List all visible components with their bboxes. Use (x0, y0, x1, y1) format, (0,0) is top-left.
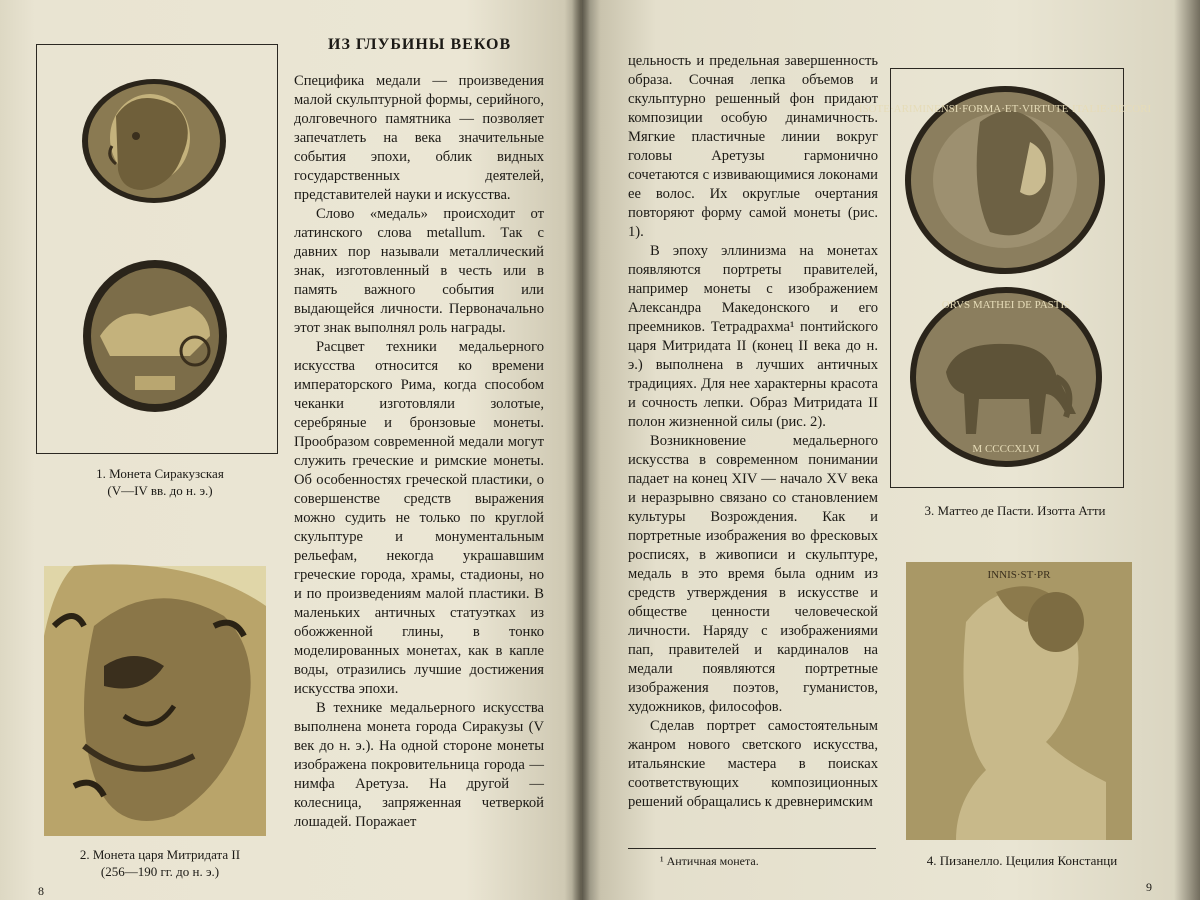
figure-2-caption-line2: (256—190 гг. до н. э.) (100, 864, 220, 879)
medal-isotta-inscription: ISOTE·ARIMINENSI·FORMA·ET·VIRTUTE·ITALIE·DECORI (858, 103, 1152, 115)
coin-mithridates-plate (44, 566, 266, 836)
chapter-title: ИЗ ГЛУБИНЫ ВЕКОВ (328, 36, 512, 53)
left-paragraph-3: Расцвет техники медальерного искусства относится ко времени императорского Рима, когда способом чеканки изготовляли золотые, серебряные и бронзовые монеты. Прообразом современной медали могут служить греческие и римские монеты. Об особенностях греческой пластики, о совершенстве средств выражения можно судить не только по круглой скульптуре и монументальным рельефам, некогда украшавшим греческие города, храмы, стадионы, но и по произведениям малой пластики. В маленьких античных статуэтках из обожженной глины, в тонко моделированных монетах, как в капле воды, отразились лучшие достижения искусства эпохи. (294, 339, 544, 697)
medal-cecilia-plate (906, 562, 1132, 840)
medal-isotta-reverse (906, 282, 1106, 472)
footnote: ¹ Античная монета. (660, 854, 759, 868)
medal-isotta-obverse (858, 82, 1152, 278)
figure-1-caption-line1: 1. Монета Сиракузская (96, 466, 224, 481)
coin-syracuse-obverse (76, 76, 236, 206)
right-text-column (628, 52, 878, 812)
figure-1-caption (60, 465, 260, 499)
coin-syracuse-reverse (80, 256, 230, 416)
page-edge-shadow (1174, 0, 1200, 900)
medal-cecilia-inscription: INNIS·ST·PR (987, 569, 1051, 581)
medal-date-inscription: M CCCCXLVI (972, 443, 1040, 455)
right-page-number: 9 (1146, 880, 1152, 894)
left-paragraph-2: Слово «медаль» происходит от латинского слова metallum. Так с давних пор называли металлический знак, изготовленный в честь или в память важного события или выдающейся личности. Первоначально этот знак выполнял роль награды. (294, 206, 544, 336)
right-paragraph-3: Возникновение медальерного искусства в современном понимании падает на конец XIV — начало XV века и неразрывно связано со становлением культуры Возрождения. Как и портретные изображения во фресковых росписях, в живописи и скульптуре, медаль в это время была одним из средств утверждения в искусстве и обществе ценности человеческой личности. Наряду с изображениями пап, правителей и кардиналов на медали появляются портретные изображения поэтов, гуманистов, художников, философов. (628, 433, 878, 715)
left-paragraph-1: Специфика медали — произведения малой скульптурной формы, серийного, долговечного памятника — позволяет запечатлеть на века значительные события эпохи, облик видных государственных деятелей, представителей науки и искусства. (294, 73, 544, 203)
left-text-column (294, 72, 544, 832)
figure-3-caption: 3. Маттео де Пасти. Изотта Атти (924, 503, 1106, 518)
right-paragraph-4: Сделав портрет самостоятельным жанром нового светского искусства, итальянские мастера в поисках соответствующих композиционных решений обращались к древнеримским (628, 718, 878, 810)
figure-4-caption: 4. Пизанелло. Цецилия Констанци (926, 853, 1118, 868)
right-paragraph-1: цельность и предельная завершенность образа. Сочная лепка объемов и скульптурно решенный фон придают композиции особую динамичность. Мягкие пластичные линии вокруг головы Аретузы гармонично сочетаются с извивающимися локонами ее волос. Их округлые очертания повторяют форму самой монеты (рис. 1). (628, 53, 878, 240)
figure-2-caption (40, 846, 280, 880)
book-gutter (572, 0, 590, 900)
right-paragraph-2: В эпоху эллинизма на монетах появляются портреты правителей, например монеты с изображением Александра Македонского и его преемников. Тетрадрахма¹ понтийского царя Митридата II (конец II века до н. э.) выполнена в лучших античных традициях. Для нее характерны красота и сочность лепки. Образ Митридата II полон жизненной силы (рис. 2). (628, 243, 878, 430)
left-page-number: 8 (38, 884, 44, 898)
footnote-rule (628, 848, 876, 849)
left-paragraph-4: В технике медальерного искусства выполнена монета города Сиракузы (V век до н. э.). На одной стороне монеты изображена покровительница города — нимфа Аретуза. На другой — колесница, запряженная четверкой лошадей. Поражает (294, 700, 544, 830)
medal-reverse-inscription: ORVS MATHEI DE PASTIS (941, 299, 1071, 311)
figure-1-caption-line2: (V—IV вв. до н. э.) (107, 483, 213, 498)
figure-2-caption-line1: 2. Монета царя Митридата II (79, 847, 241, 862)
